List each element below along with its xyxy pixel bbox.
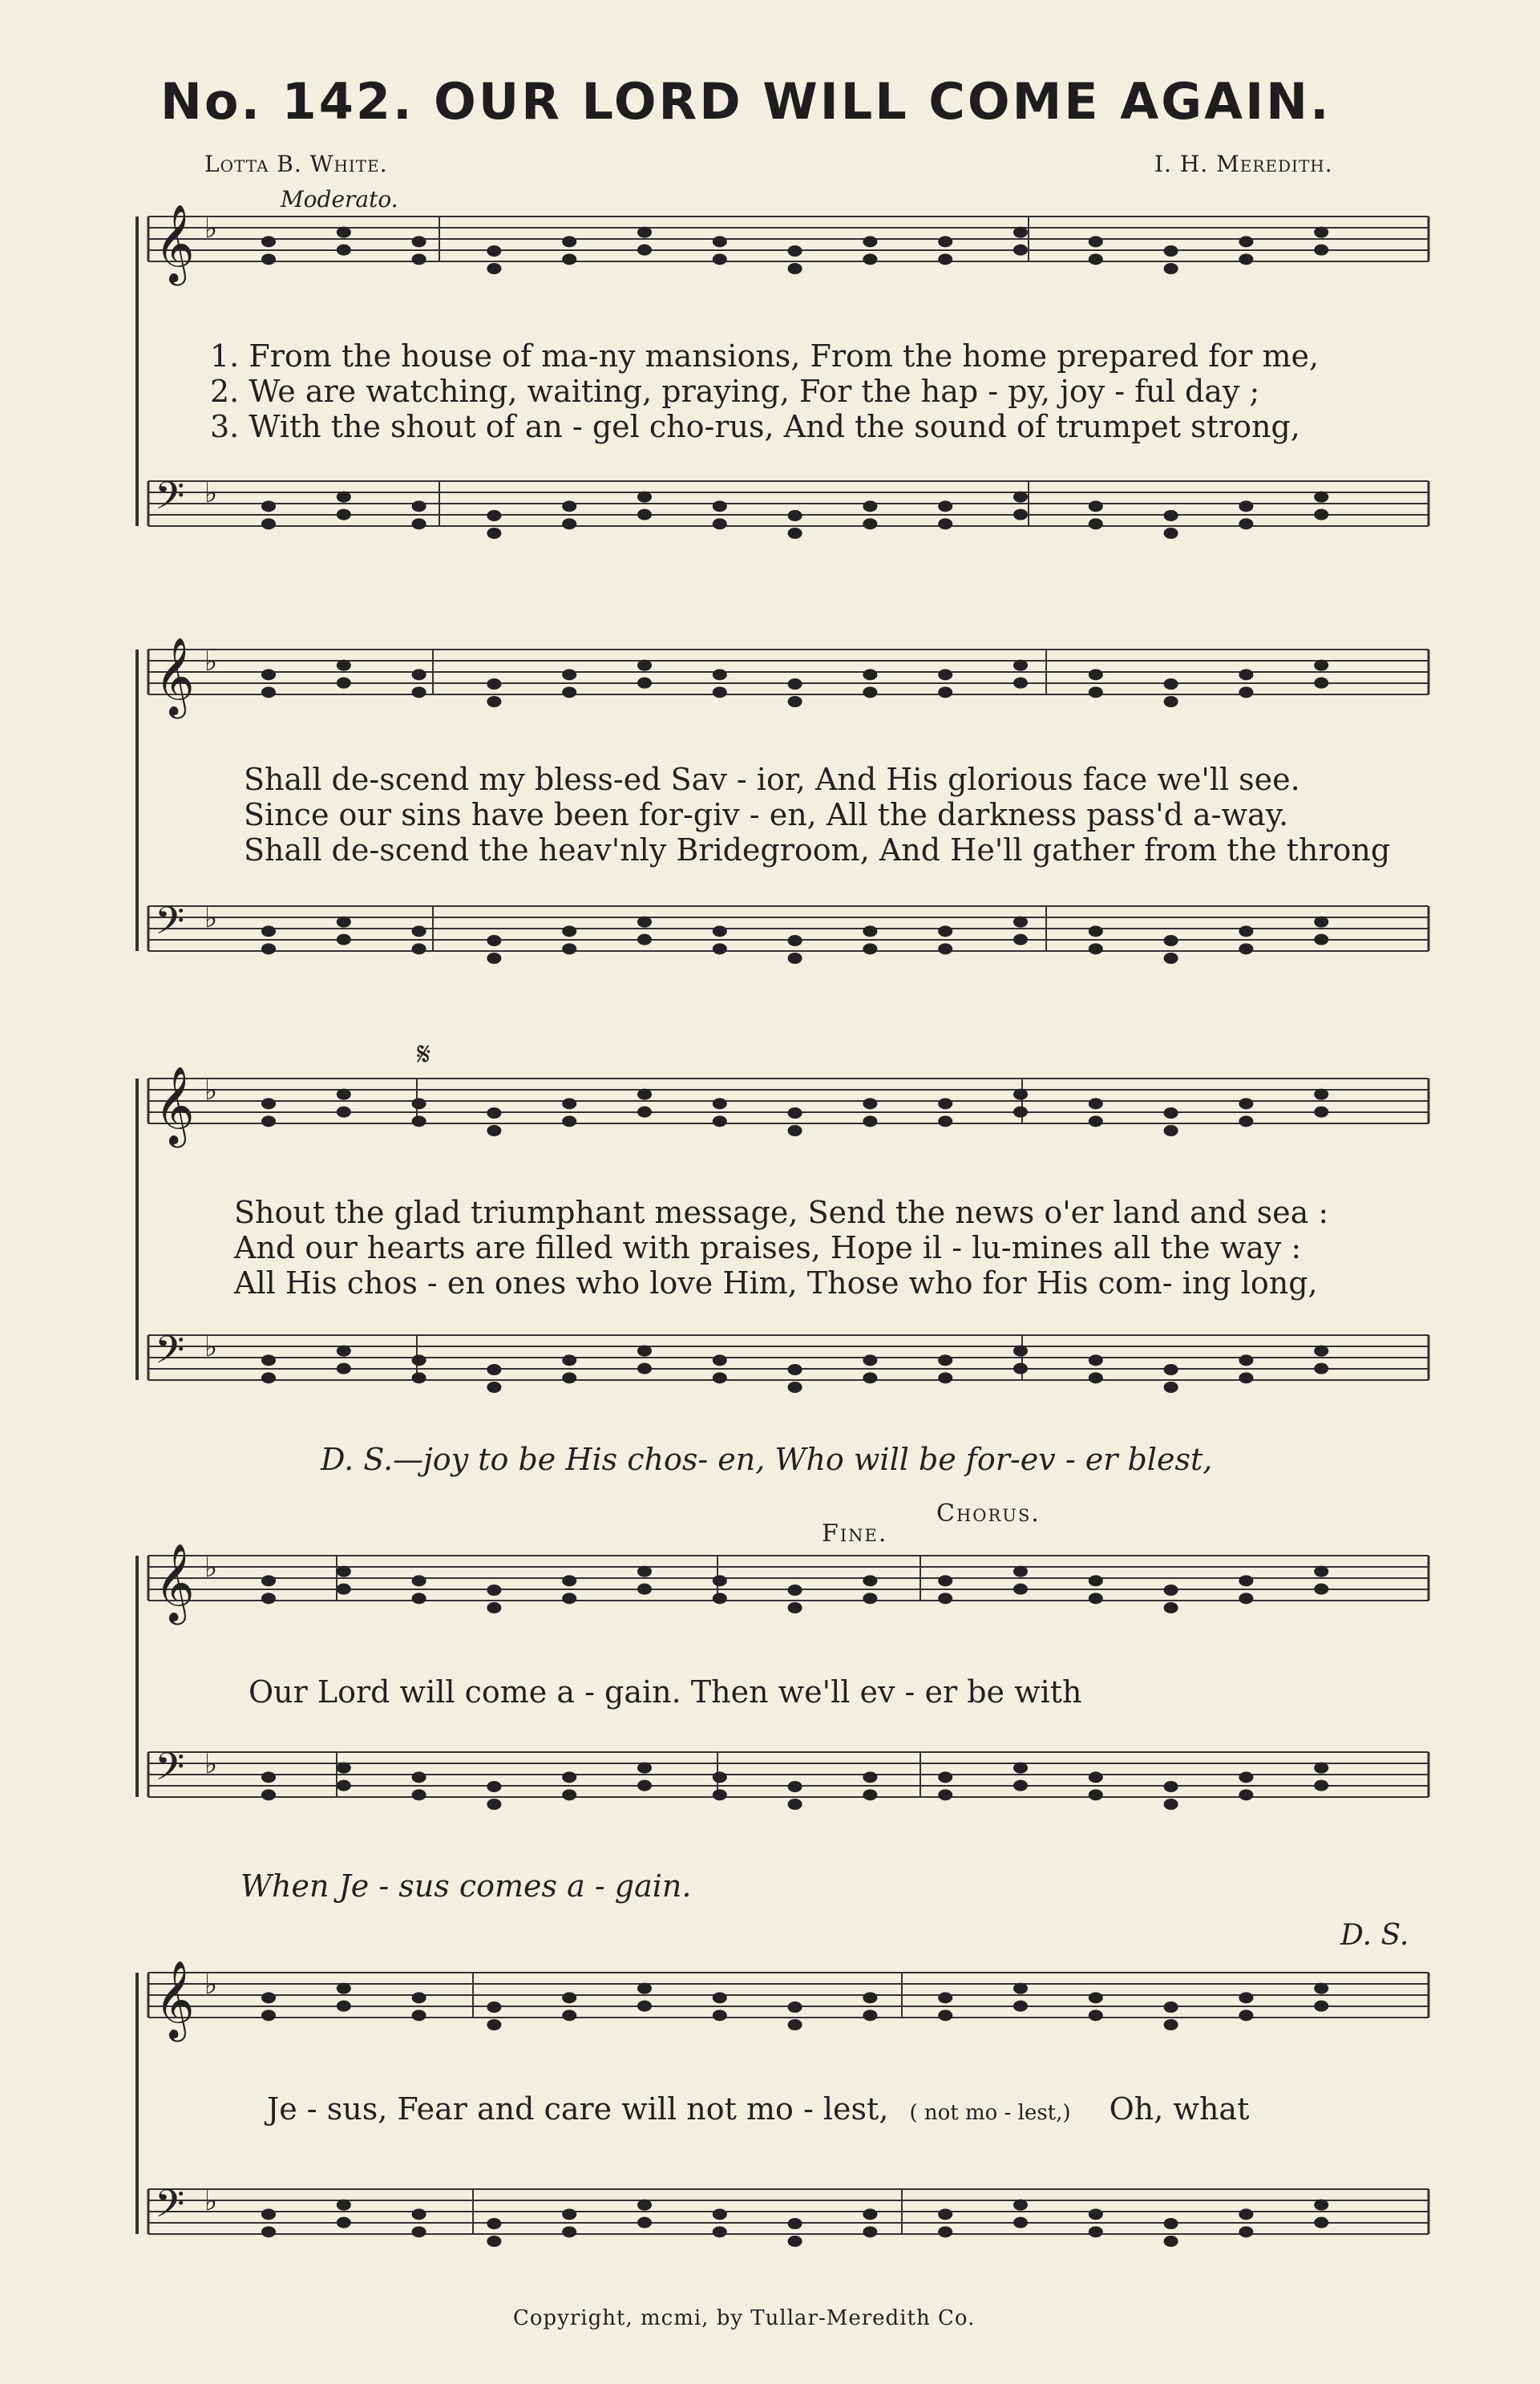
svg-text:♭: ♭ — [204, 477, 218, 509]
lyric-line: Shall de-scend the heav'nly Bridegroom, And He'll gather from the throng — [244, 832, 1391, 868]
svg-text:♭: ♭ — [204, 646, 218, 678]
copyright-notice: Copyright, mcmi, by Tullar-Meredith Co. — [513, 2306, 976, 2330]
svg-text:♭: ♭ — [204, 1331, 218, 1363]
svg-text:𝄢: 𝄢 — [155, 473, 185, 528]
svg-text:𝄢: 𝄢 — [155, 2181, 185, 2236]
ds-marking: D. S. — [1340, 1919, 1409, 1952]
svg-text:𝄞: 𝄞 — [155, 1066, 195, 1144]
lyric-line: 3. With the shout of an - gel cho-rus, And the sound of trumpet strong, — [210, 409, 1300, 444]
verse-lyrics-system-1 — [210, 338, 1319, 444]
svg-text:♭: ♭ — [204, 1969, 218, 2001]
chorus-lyric — [249, 1674, 1082, 1710]
svg-text:♭: ♭ — [204, 1748, 218, 1780]
verse-lyrics-system-2 — [244, 762, 1390, 868]
lyric-line: 1. From the house of ma-ny mansions, From the home prepared for me, — [210, 338, 1320, 374]
svg-text:♭: ♭ — [204, 2185, 218, 2217]
verse-lyrics-system-3 — [234, 1195, 1328, 1301]
lyric-line: Since our sins have been for-giv - en, All the darkness pass'd a-way. — [244, 797, 1289, 832]
svg-text:𝄢: 𝄢 — [155, 1327, 185, 1382]
svg-text:♭: ♭ — [204, 1552, 218, 1584]
svg-text:𝄢: 𝄢 — [155, 898, 185, 953]
segno-sign: 𝄋 — [417, 1036, 431, 1073]
svg-text:𝄢: 𝄢 — [155, 1744, 185, 1799]
chorus-italic-lyric: When Je - sus comes a - gain. — [240, 1868, 692, 1904]
fine-marking: Fine. — [822, 1520, 888, 1548]
lyric-line: Shall de-scend my bless-ed Sav - ior, And His glorious face we'll see. — [244, 762, 1300, 797]
lyric-line: Our Lord will come a - gain. Then we'll ev - er be with — [249, 1674, 1082, 1710]
parenthetical-lyric: ( not mo - lest,) — [909, 2101, 1071, 2125]
svg-text:𝄞: 𝄞 — [155, 1543, 195, 1621]
svg-text:♭: ♭ — [204, 212, 218, 245]
lyric-line: 2. We are watching, waiting, praying, For the hap - py, joy - ful day ; — [210, 374, 1260, 409]
svg-text:♭: ♭ — [204, 1075, 218, 1107]
hymn-title: No. 142. OUR LORD WILL COME AGAIN. — [160, 72, 1332, 131]
svg-text:𝄞: 𝄞 — [155, 637, 195, 715]
chorus-lyric-end — [267, 2091, 1249, 2131]
composer-credit: I. H. Meredith. — [1154, 151, 1333, 177]
ds-return-lyric: D. S.—joy to be His chos- en, Who will be for-ev - er blest, — [321, 1442, 1213, 1477]
svg-text:𝄞: 𝄞 — [155, 1960, 195, 2038]
lyric-line: Shout the glad triumphant message, Send the news o'er land and sea : — [234, 1195, 1329, 1230]
lyricist-credit: Lotta B. White. — [204, 151, 388, 177]
lyric-line: Je - sus, Fear and care will not mo - lest, — [267, 2091, 889, 2127]
lyric-line: All His chos - en ones who love Him, Those who for His com- ing long, — [234, 1265, 1318, 1301]
tempo-marking: Moderato. — [281, 186, 398, 212]
svg-text:𝄞: 𝄞 — [155, 204, 195, 282]
lyric-line: Oh, what — [1109, 2091, 1250, 2127]
svg-text:♭: ♭ — [204, 902, 218, 934]
chorus-marking: Chorus. — [936, 1500, 1041, 1528]
lyric-line: And our hearts are filled with praises, Hope il - lu-mines all the way : — [234, 1230, 1302, 1265]
